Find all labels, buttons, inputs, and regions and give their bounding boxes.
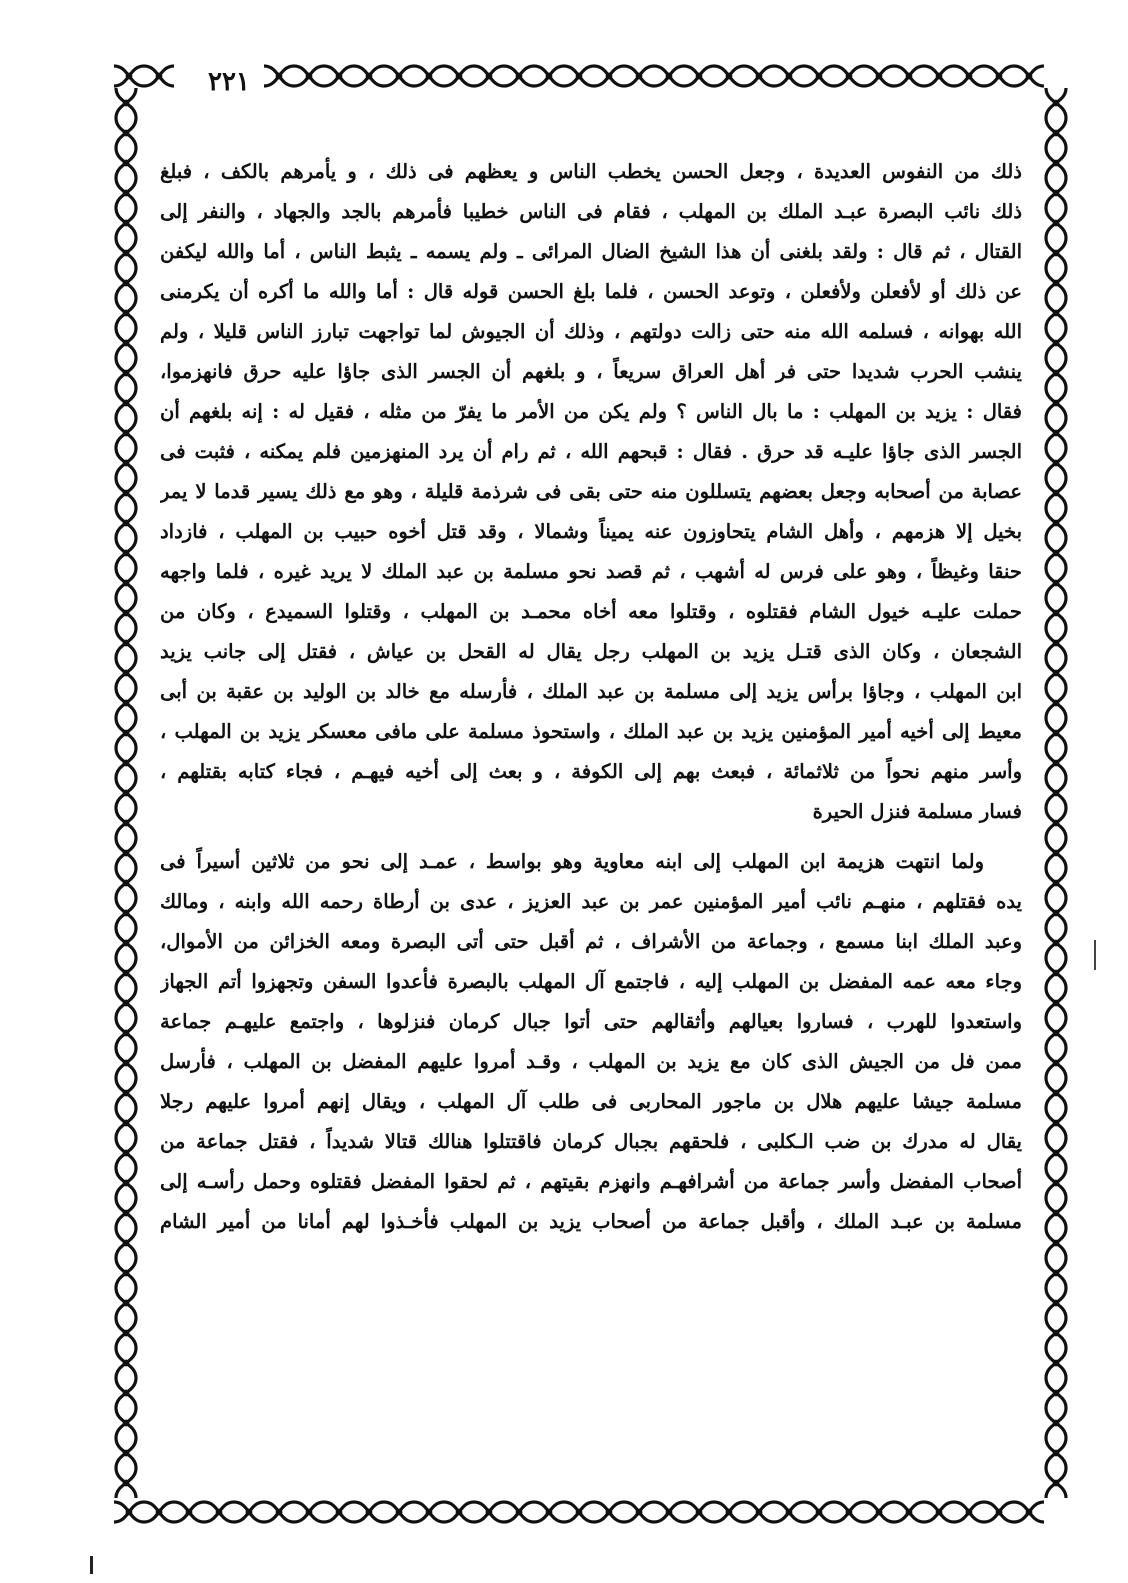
border-braid-knot (1053, 880, 1060, 887)
text-line: معيط إلى أخيه أمير المؤمنين يزيد بن عبد الملك ، واستحوذ مسلمة على مافى معسكر يزيد بن المهلب ، (160, 720, 1022, 743)
border-braid-knot (1053, 1210, 1060, 1217)
border-braid-knot (123, 1390, 130, 1397)
border-braid-knot (1053, 1300, 1060, 1307)
margin-mark (1094, 940, 1096, 970)
border-braid-knot (726, 73, 733, 80)
border-braid-knot (123, 1450, 130, 1457)
border-braid-knot (966, 73, 973, 80)
border-braid-knot (1053, 190, 1060, 197)
border-braid-knot (1053, 850, 1060, 857)
border-braid-knot (123, 1060, 130, 1067)
border-braid-knot (123, 100, 130, 107)
border-braid-knot (123, 1180, 130, 1187)
border-braid-knot (1053, 250, 1060, 257)
border-braid-knot (996, 1509, 1003, 1516)
border-braid-knot (156, 73, 163, 80)
text-line: أصحاب المفضل وأسر جماعة من أشرافهـم وانهزم بقيتهم ، ثم لحقوا المفضل فقتلوه وحمل رأسـه إلى (160, 1170, 1022, 1193)
border-braid-knot (1053, 1240, 1060, 1247)
text-line: ينشب الحرب شديدا حتى فر أهل العراق سريعاً ، و بلغهم أن الجسر الذى جاؤا عليه حرق فانهزموا، (160, 360, 1022, 383)
body-text (160, 152, 1022, 1242)
border-braid-knot (1053, 1000, 1060, 1007)
border-braid-knot (936, 73, 943, 80)
border-braid-knot (336, 73, 343, 80)
border-braid-knot (123, 460, 130, 467)
border-braid-knot (306, 73, 313, 80)
border-braid-knot (1053, 1150, 1060, 1157)
border-braid-knot (576, 1509, 583, 1516)
border-braid-knot (666, 1509, 673, 1516)
border-braid-knot (1053, 970, 1060, 977)
border-braid-knot (1026, 73, 1033, 80)
border-braid-knot (846, 1509, 853, 1516)
page-frame (108, 58, 1074, 1530)
border-braid-knot (1053, 280, 1060, 287)
border-braid-knot (1053, 160, 1060, 167)
border-braid-knot (123, 520, 130, 527)
border-braid-knot (966, 1509, 973, 1516)
border-braid-knot (1053, 910, 1060, 917)
border-braid-knot (726, 1509, 733, 1516)
border-braid-knot (1053, 820, 1060, 827)
border-braid-knot (1053, 370, 1060, 377)
border-braid-knot (123, 400, 130, 407)
border-bottom-band (114, 1502, 1044, 1522)
border-braid-knot (123, 190, 130, 197)
border-braid-knot (996, 73, 1003, 80)
border-braid-knot (123, 1480, 130, 1487)
border-braid-knot (636, 73, 643, 80)
border-braid-knot (696, 73, 703, 80)
text-line: وجاء معه عمه المفضل بن المهلب إليه ، فاجتمع آل المهلب بالبصرة فأعدوا السفن وتجهزوا أتم الجهاز (160, 970, 1022, 993)
text-line: حنقا وغيظاً ، وهو على فرس له أشهب ، ثم قصد نحو مسلمة بن عبد الملك لا يريد غيره ، فلما واجهه (160, 560, 1022, 583)
text-line: حملت عليـه خيول الشام فقتلوه ، وقتلوا معه أخاه محمـد بن المهلب ، وقتلوا السميدع ، وكان من (160, 600, 1022, 623)
border-braid-knot (1053, 550, 1060, 557)
border-braid-knot (186, 1509, 193, 1516)
border-braid-knot (216, 1509, 223, 1516)
border-braid-knot (696, 1509, 703, 1516)
border-braid-knot (576, 73, 583, 80)
text-line: الجسر الذى جاؤا عليـه قد حرق . فقال : قبحهم الله ، ثم رام أن يرد المنهزمين فلم يمكنه ، فثبت فى (160, 440, 1022, 463)
border-braid-knot (1053, 460, 1060, 467)
border-braid-knot (456, 1509, 463, 1516)
border-braid-knot (1053, 310, 1060, 317)
border-braid-knot (123, 730, 130, 737)
border-braid-knot (123, 580, 130, 587)
border-braid-knot (756, 1509, 763, 1516)
border-braid-knot (636, 1509, 643, 1516)
border-braid-knot (1053, 1030, 1060, 1037)
border-braid-knot (123, 1150, 130, 1157)
border-braid-knot (906, 1509, 913, 1516)
text-line: يده فقتلهم ، منهـم نائب أمير المؤمنين عمر بن عبد العزيز ، عدى بن أرطاة رحمه الله وابنه ، ومالك (160, 890, 1022, 913)
paragraph-gap (160, 832, 1022, 842)
border-braid-knot (123, 940, 130, 947)
text-line: مسلمة جيشا عليهم هلال بن ماجور المحاربى فى طلب آل المهلب ، ويقال إنهم أمروا عليهم رجلا (160, 1090, 1022, 1113)
paragraph-1 (160, 152, 1022, 832)
border-left-band (116, 88, 136, 1498)
border-braid-knot (123, 880, 130, 887)
border-braid-knot (516, 1509, 523, 1516)
border-braid-knot (486, 73, 493, 80)
border-braid-knot (123, 1330, 130, 1337)
border-braid-knot (1053, 1420, 1060, 1427)
border-braid-knot (123, 610, 130, 617)
border-braid-knot (816, 73, 823, 80)
border-braid-knot (396, 73, 403, 80)
border-braid-knot (276, 1509, 283, 1516)
border-braid-knot (936, 1509, 943, 1516)
border-braid-knot (786, 73, 793, 80)
text-line: ولما انتهت هزيمة ابن المهلب إلى ابنه معاوية وهو بواسط ، عمـد إلى نحو من ثلاثين أسيراً فى (160, 850, 984, 873)
border-braid-knot (123, 850, 130, 857)
border-braid-knot (1053, 490, 1060, 497)
border-braid-knot (123, 370, 130, 377)
border-braid-knot (1053, 700, 1060, 707)
border-braid-knot (123, 550, 130, 557)
border-braid-knot (123, 1090, 130, 1097)
border-braid-knot (546, 73, 553, 80)
text-line: ذلك من النفوس العديدة ، وجعل الحسن يخطب الناس و يعظهم فى ذلك ، و يأمرهم بالكف ، فبلغ (160, 160, 1022, 183)
border-braid-knot (666, 73, 673, 80)
text-line: فسار مسلمة فنزل الحيرة (812, 800, 1022, 823)
border-braid-knot (123, 1270, 130, 1277)
border-braid-knot (486, 1509, 493, 1516)
text-line: عن ذلك أو لأفعلن ولأفعلن ، وتوعد الحسن ، فلما بلغ الحسن قوله قال : أما والله ما أكره أن يكرمنى (160, 280, 1022, 303)
border-braid-knot (396, 1509, 403, 1516)
border-right-band (1046, 88, 1066, 1498)
border-braid-knot (126, 1509, 133, 1516)
border-braid-knot (1053, 640, 1060, 647)
text-line: الشجعان ، وكان الذى قتـل يزيد بن المهلب رجل يقال له القحل بن عياش ، فقتل إلى جانب يزيد (160, 640, 1022, 663)
border-braid-knot (123, 1420, 130, 1427)
border-braid-knot (1053, 1180, 1060, 1187)
text-line: يقال له مدرك بن ضب الـكلبى ، فلحقهم بجبال كرمان فاقتتلوا هنالك قتالا شديداً ، فقتل جماعة من (160, 1130, 1022, 1153)
text-line: ابن المهلب ، وجاؤا برأس يزيد إلى مسلمة بن عبد الملك ، فأرسله مع خالد بن الوليد بن عقبة بن أبى (160, 680, 1022, 703)
corner-mark (90, 1556, 93, 1574)
border-braid-knot (123, 640, 130, 647)
text-line: عصابة من أصحابه وجعل بعضهم يتسللون منه حتى بقى فى شرذمة قليلة ، وهو مع ذلك يسير قدما لا يمر (160, 480, 1022, 503)
border-braid-knot (606, 1509, 613, 1516)
border-braid-knot (1026, 1509, 1033, 1516)
border-braid-knot (1053, 1120, 1060, 1127)
border-braid-knot (123, 1240, 130, 1247)
border-braid-knot (123, 220, 130, 227)
paragraph-2 (160, 842, 1022, 1242)
border-braid-knot (456, 73, 463, 80)
border-braid-knot (366, 73, 373, 80)
border-braid-knot (123, 700, 130, 707)
border-braid-knot (426, 1509, 433, 1516)
border-braid-knot (123, 490, 130, 497)
border-braid-knot (1053, 1270, 1060, 1277)
border-braid-knot (1053, 340, 1060, 347)
border-braid-knot (786, 1509, 793, 1516)
border-braid-knot (123, 430, 130, 437)
border-braid-knot (1053, 610, 1060, 617)
border-braid-knot (876, 1509, 883, 1516)
border-braid-knot (123, 820, 130, 827)
border-braid-knot (816, 1509, 823, 1516)
text-line: ممن فل من الجيش الذى كان مع يزيد بن المهلب ، وقـد أمروا عليهم المفضل بن المهلب ، فأرسل (160, 1050, 1022, 1073)
border-braid-knot (546, 1509, 553, 1516)
border-braid-knot (123, 1120, 130, 1127)
border-braid-knot (123, 970, 130, 977)
border-braid-knot (336, 1509, 343, 1516)
text-line: بخيل إلا هزمهم ، وأهل الشام يتحاوزون عنه يميناً وشمالا ، وقد قتل أخوه حبيب بن المهلب ، فازداد (160, 520, 1022, 543)
border-braid-knot (1053, 730, 1060, 737)
border-braid-knot (306, 1509, 313, 1516)
text-line: وعبد الملك ابنا مسمع ، وجماعة من الأشراف ، ثم أقبل حتى أتى البصرة ومعه الخزائن من الأموال، (160, 930, 1022, 953)
border-braid-knot (1053, 1360, 1060, 1367)
border-braid-knot (123, 130, 130, 137)
text-line: واستعدوا للهرب ، فساروا بعيالهم وأثقالهم حتى أتوا جبال كرمان فنزلوها ، واجتمع عليهـم جماعة (160, 1010, 1022, 1033)
border-braid-knot (606, 73, 613, 80)
border-braid-knot (1053, 520, 1060, 527)
border-braid-knot (1053, 430, 1060, 437)
border-braid-knot (1053, 220, 1060, 227)
border-braid-knot (756, 73, 763, 80)
border-braid-knot (123, 340, 130, 347)
border-braid-knot (516, 73, 523, 80)
page-number: ٢٢١ (200, 66, 258, 98)
text-line: وأسر منهم نحواً من ثلاثمائة ، فبعث بهم إلى الكوفة ، و بعث إلى أخيه فيهـم ، فجاء كتابه بقتلهم ، (160, 760, 1022, 783)
border-braid-knot (123, 910, 130, 917)
border-braid-knot (276, 73, 283, 80)
border-braid-knot (123, 1300, 130, 1307)
border-braid-knot (123, 1030, 130, 1037)
border-braid-knot (1053, 1330, 1060, 1337)
text-line: القتال ، ثم قال : ولقد بلغنى أن هذا الشيخ الضال المرائى ـ ولم يسمه ـ يثبط الناس ، أما والله ليكفن (160, 240, 1022, 263)
border-braid-knot (1053, 1090, 1060, 1097)
border-braid-knot (1053, 580, 1060, 587)
border-braid-knot (156, 1509, 163, 1516)
border-braid-knot (123, 250, 130, 257)
border-braid-knot (123, 760, 130, 767)
border-braid-knot (246, 1509, 253, 1516)
border-braid-knot (1053, 1060, 1060, 1067)
border-braid-knot (123, 1000, 130, 1007)
text-line: فقال : يزيد بن المهلب : ما بال الناس ؟ ولم يكن من الأمر ما يفرّ من مثله ، فقيل له : إنه بلغهم أن (160, 400, 1022, 423)
border-braid-knot (1053, 760, 1060, 767)
border-braid-knot (1053, 400, 1060, 407)
border-braid-knot (123, 670, 130, 677)
border-braid-knot (1053, 1480, 1060, 1487)
border-braid-knot (876, 73, 883, 80)
border-braid-knot (1053, 130, 1060, 137)
border-braid-knot (1053, 790, 1060, 797)
border-braid-knot (1053, 670, 1060, 677)
border-braid-knot (123, 310, 130, 317)
border-braid-knot (123, 1210, 130, 1217)
border-braid-knot (123, 160, 130, 167)
border-braid-knot (846, 73, 853, 80)
border-braid-knot (366, 1509, 373, 1516)
border-braid-knot (123, 1360, 130, 1367)
text-line: الله بهوانه ، فسلمه الله منه حتى زالت دولتهم ، وذلك أن الجيوش لما تواجهت تبارز الناس قليلا ، ولم (160, 320, 1022, 343)
text-line: مسلمة بن عبـد الملك ، وأقبل جماعة من أصحاب يزيد بن المهلب فأخـذوا لهم أمانا من أمير الشام (160, 1210, 1022, 1233)
border-braid-knot (426, 73, 433, 80)
border-braid-knot (126, 73, 133, 80)
border-braid-knot (906, 73, 913, 80)
border-braid-knot (1053, 940, 1060, 947)
border-braid-knot (123, 280, 130, 287)
text-line: ذلك نائب البصرة عبـد الملك بن المهلب ، فقام فى الناس خطيبا فأمرهم بالجد والجهاد ، والنفر إلى (160, 200, 1022, 223)
border-braid-knot (123, 790, 130, 797)
border-braid-knot (1053, 1390, 1060, 1397)
border-braid-knot (1053, 1450, 1060, 1457)
border-braid-knot (1053, 100, 1060, 107)
